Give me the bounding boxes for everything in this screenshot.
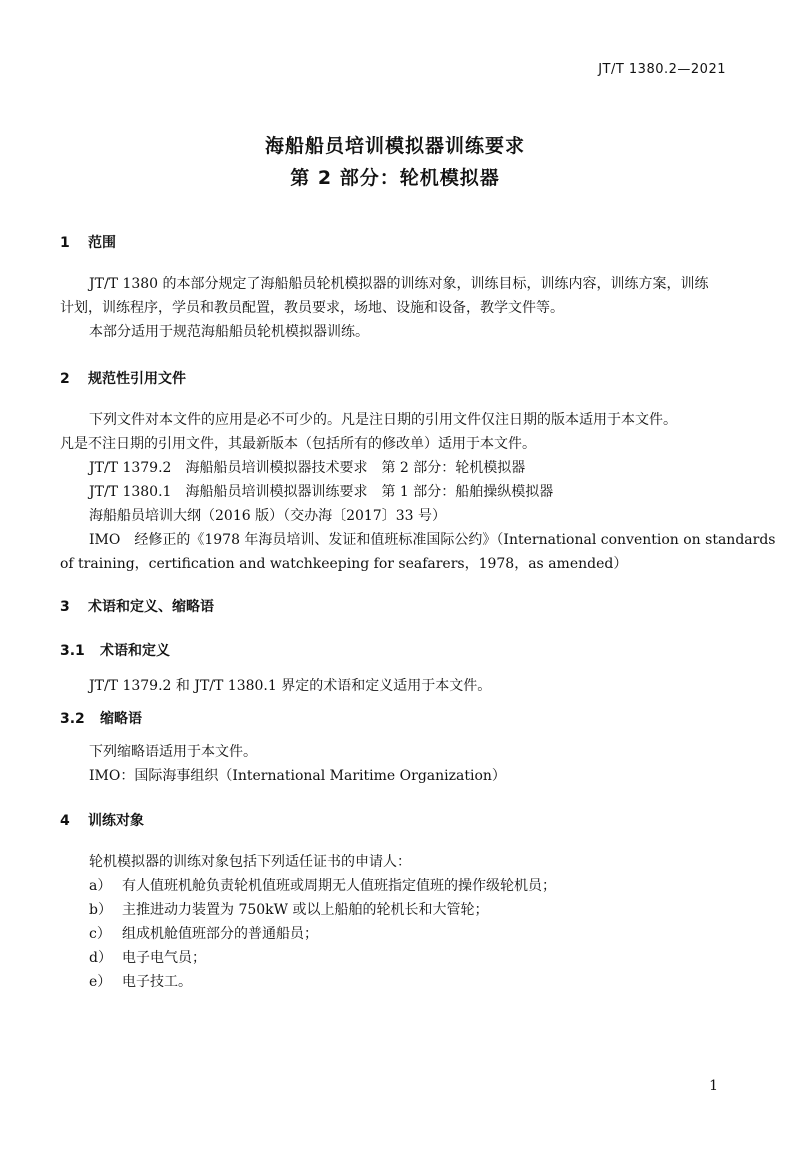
- section-3-heading: [60, 596, 214, 616]
- section-number: 3.2: [60, 711, 85, 727]
- standard-code: JT/T 1380.2—2021: [598, 62, 726, 77]
- section-title: 训练对象: [88, 813, 144, 829]
- reference-item-line1: IMO 经修正的《1978 年海员培训、发证和值班标准国际公约》（International convention on standards: [89, 532, 776, 548]
- reference-item: JT/T 1380.1 海船船员培训模拟器训练要求 第 1 部分：船舶操纵模拟器: [89, 484, 554, 500]
- scope-applicability: 本部分适用于规范海船船员轮机模拟器训练。: [89, 324, 369, 340]
- section-number: 4: [60, 813, 70, 829]
- reference-item: 海船船员培训大纲（2016 版）（交办海〔2017〕33 号）: [89, 508, 446, 524]
- reference-item-line2: of training，certification and watchkeeping for seafarers，1978，as amended）: [60, 556, 628, 572]
- section-3-1-heading: [60, 640, 170, 660]
- list-item-tag: d）: [89, 950, 112, 966]
- section-number: 3.1: [60, 643, 85, 659]
- scope-paragraph-line2: 计划，训练程序，学员和教员配置，教员要求，场地、设施和设备，教学文件等。: [60, 300, 564, 316]
- section-title: 术语和定义: [100, 643, 170, 659]
- abbreviations-intro: 下列缩略语适用于本文件。: [89, 744, 257, 760]
- section-number: 3: [60, 599, 70, 615]
- list-item-text: 组成机舱值班部分的普通船员；: [122, 926, 318, 942]
- section-1-heading: [60, 232, 116, 252]
- list-item-tag: e）: [89, 974, 112, 990]
- section-title: 范围: [88, 235, 116, 251]
- list-item: [89, 970, 192, 994]
- section-number: 1: [60, 235, 70, 251]
- section-title: 缩略语: [100, 711, 142, 727]
- list-item-text: 主推进动力装置为 750kW 或以上船舶的轮机长和大管轮；: [122, 902, 489, 918]
- list-item-tag: a）: [89, 878, 112, 894]
- document-subtitle: 第 2 部分：轮机模拟器: [290, 167, 500, 189]
- scope-paragraph-line1: JT/T 1380 的本部分规定了海船船员轮机模拟器的训练对象，训练目标，训练内容，训练方案，训练: [89, 276, 709, 292]
- reference-item: JT/T 1379.2 海船船员培训模拟器技术要求 第 2 部分：轮机模拟器: [89, 460, 526, 476]
- section-3-2-heading: [60, 708, 142, 728]
- list-item: [89, 874, 556, 898]
- section-number: 2: [60, 371, 70, 387]
- abbreviation-item: IMO：国际海事组织（International Maritime Organization）: [89, 768, 506, 784]
- list-item: [89, 946, 206, 970]
- list-item-tag: c）: [89, 926, 111, 942]
- trainees-intro: 轮机模拟器的训练对象包括下列适任证书的申请人：: [89, 854, 411, 870]
- terms-paragraph: JT/T 1379.2 和 JT/T 1380.1 界定的术语和定义适用于本文件。: [89, 678, 492, 694]
- section-4-heading: [60, 810, 144, 830]
- list-item: [89, 922, 318, 946]
- list-item-tag: b）: [89, 902, 112, 918]
- references-intro-line2: 凡是不注日期的引用文件，其最新版本（包括所有的修改单）适用于本文件。: [60, 436, 536, 452]
- section-2-heading: [60, 368, 186, 388]
- references-intro-line1: 下列文件对本文件的应用是必不可少的。凡是注日期的引用文件仅注日期的版本适用于本文件。: [89, 412, 677, 428]
- section-title: 规范性引用文件: [88, 371, 186, 387]
- page-number: 1: [709, 1078, 718, 1094]
- list-item: [89, 898, 489, 922]
- list-item-text: 电子技工。: [122, 974, 192, 990]
- document-title: 海船船员培训模拟器训练要求: [264, 135, 525, 157]
- list-item-text: 电子电气员；: [122, 950, 206, 966]
- section-title: 术语和定义、缩略语: [88, 599, 214, 615]
- list-item-text: 有人值班机舱负责轮机值班或周期无人值班指定值班的操作级轮机员；: [122, 878, 556, 894]
